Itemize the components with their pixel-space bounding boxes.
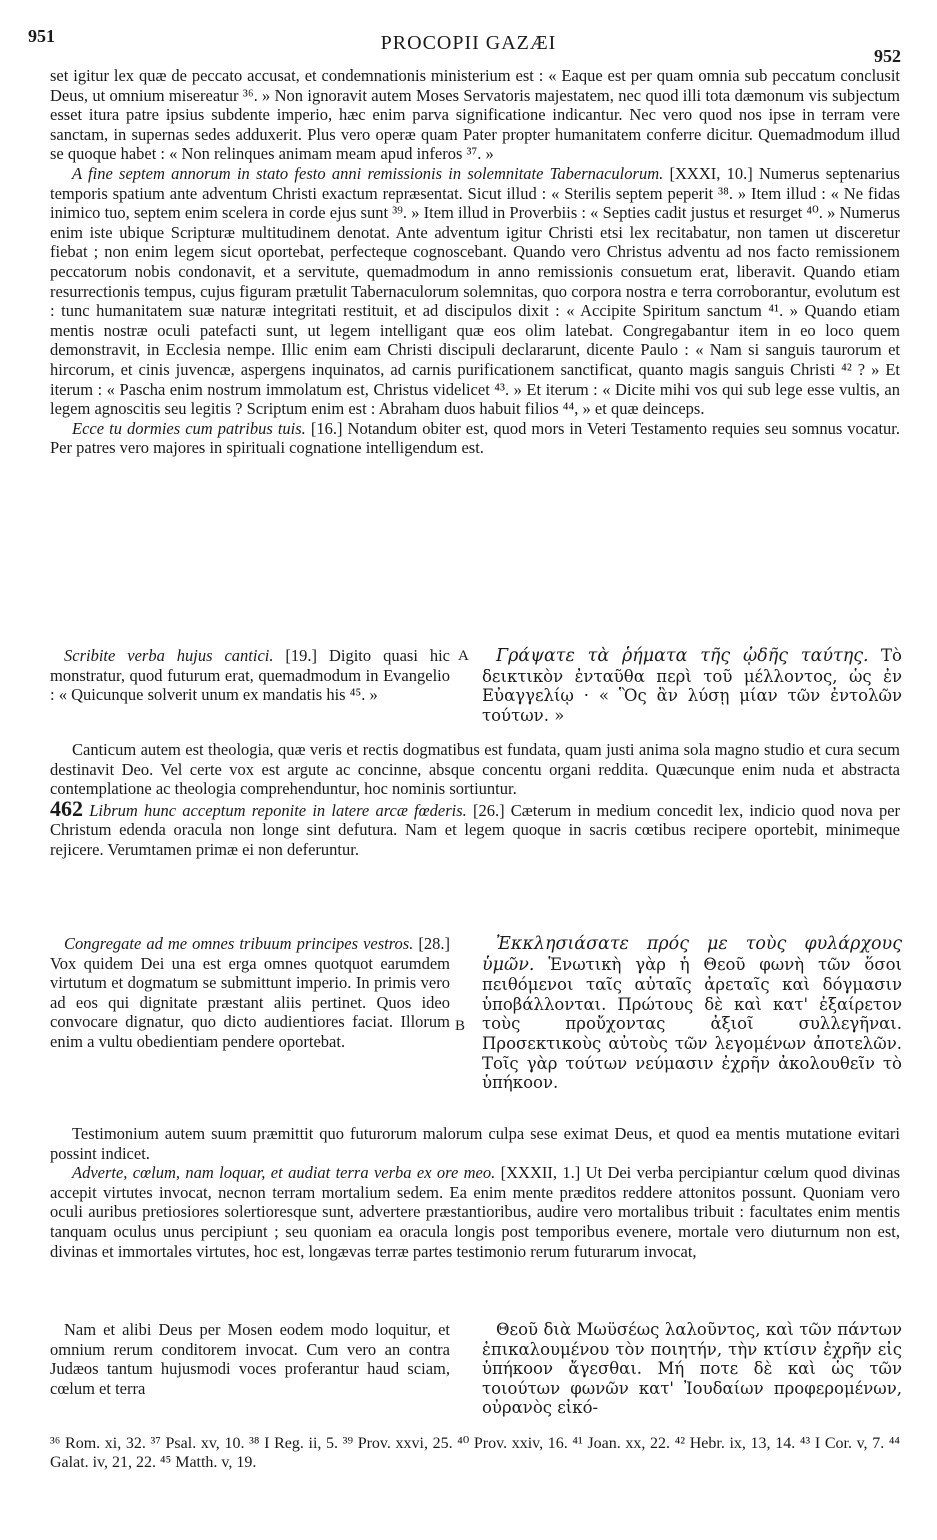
paragraph: [482, 646, 902, 725]
commentary-text: [19.] Digito quasi hic monstratur, quod futurum erat, quemadmodum in Evangelio : « Quicunque solverit unum ex mandatis his ⁴⁵. »: [50, 646, 450, 705]
paragraph: Canticum autem est theologia, quæ veris et rectis dogmatibus est fundata, quam justi anima sola magno studio et cura secum destinavit Deo. Vel certe vox est argute ac concinne, absque concentu organi reddita. Quæcunque enim nuda et abstracta contemplatione ac theologia comprehenduntur, hoc nominis sortiuntur.: [50, 740, 900, 799]
greek-column-1: [482, 646, 902, 725]
latin-block-2: [50, 740, 900, 860]
lemma: A fine septem annorum in stato festo anni remissionis in solemnitate Tabernaculorum.: [72, 163, 664, 183]
latin-column-1: [50, 646, 450, 705]
paragraph: Θεοῦ διὰ Μωϋσέως λαλοῦντος, καὶ τῶν πάντων ἐπικαλουμένου τὸν ποιητήν, τὴν κτίσιν ἐχρῆν εἰς ὑπήκοον ἄγεσθαι. Μή ποτε δὲ καὶ ὡς τῶν τοιούτων φωνῶν κατ' Ἰουδαίων προφερομένων, οὐρανὸς εἰκό-: [482, 1320, 902, 1418]
column-marker: 462: [50, 795, 83, 821]
paragraph: [50, 1163, 900, 1261]
paragraph: [50, 646, 450, 705]
paragraph: set igitur lex quæ de peccato accusat, et condemnationis ministerium est : « Eaque est per quam omnia sub peccatum conclusit Deus, ut omnium misereatur ³⁶. » Non ignoravit autem Moses Servatoris majestatem, nec quod illi tota dæmonum vis subjectum esset itura patre ipsius subdente imperio, hæc enim parva significatione indicantur. Nec vero quod nos ipse in terram vere sanctam, in supernas sedes adduxerit. Plus vero operæ quam Pater propter humanitatem conferre dicitur. Quemadmodum illud se quoque habet : « Non relinques animam meam apud inferos ³⁷. »: [50, 66, 900, 164]
margin-letter: B: [455, 1018, 466, 1034]
greek-text: Ἑνωτικὴ γὰρ ἡ Θεοῦ φωνὴ τῶν ὅσοι πειθόμενοι ταῖς αὐταῖς ἀρεταῖς καὶ δόγμασιν ὑποβάλλονται. Πρώτους δὲ καὶ κατ' ἐξαίρετον τοὺς προὔχοντας ἀξιοῖ συλλεγῆναι. Προσεκτικοὺς αὐτοὺς τῶν λεγομένων ἀποτελῶν. Τοῖς γὰρ τούτων νεύμασιν ἐχρῆν ἀκολουθεῖν τὸ ὑπήκοον.: [482, 954, 902, 1093]
commentary-text: [28.] Vox quidem Dei una est erga omnes quotquot earumdem virtutum et dogmatum se submittunt imperio. In primis vero ad eos qui dignitate præstant aliis pertinet. Quos ideo convocare dignatur, quo dicto audientiores faciat. Illorum enim a vultu obedientiam pendere oportebat.: [50, 934, 450, 1051]
latin-column-3: [50, 1320, 450, 1398]
paragraph: [50, 164, 900, 419]
footnote-list: ³⁶ Rom. xi, 32. ³⁷ Psal. xv, 10. ³⁸ I Reg. ii, 5. ³⁹ Prov. xxvi, 25. ⁴⁰ Prov. xxiv, 16. ⁴¹ Joan. xx, 22. ⁴² Hebr. ix, 13, 14. ⁴³ I Cor. v, 7. ⁴⁴ Galat. iv, 21, 22. ⁴⁵ Matth. v, 19.: [50, 1435, 900, 1471]
running-title: PROCOPII GAZÆI: [380, 32, 557, 54]
latin-block-3: [50, 1124, 900, 1261]
page-number-left: 951: [28, 26, 55, 46]
page-header: [0, 20, 937, 66]
footnotes: [50, 1434, 900, 1472]
lemma: Scribite verba hujus cantici.: [64, 646, 274, 665]
greek-text: Τὸ δεικτικὸν ἐνταῦθα περὶ τοῦ μέλλοντος, ὡς ἐν Εὐαγγελίῳ · « Ὃς ἂν λύσῃ μίαν τῶν ἐντολῶν τούτων. »: [482, 646, 902, 725]
commentary-text: [16.] Notandum obiter est, quod mors in Veteri Testamento requies seu somnus vocatur. Per patres vero majores in spirituali cognatione intelligendum est.: [50, 418, 900, 458]
lemma: Ecce tu dormies cum patribus tuis.: [72, 418, 306, 438]
paragraph: Testimonium autem suum præmittit quo futurorum malorum culpa sese eximat Deus, et quod ea mentis mutatione evitari possint indicet.: [50, 1124, 900, 1163]
greek-lemma: Ἐκκλησιάσατε πρός με τοὺς φυλάρχους ὑμῶν.: [482, 934, 902, 975]
commentary-text: [26.] Cæterum in medium concedit lex, indicio quod nova per Christum edenda oracula non longe sint defutura. Nam et legem quoque in sacris cœtibus recipere oportebit, minimeque rejicere. Verumtamen primæ ei non deferuntur.: [50, 800, 901, 859]
paragraph: Nam et alibi Deus per Mosen eodem modo loquitur, et omnium rerum conditorem invocat. Cum vero an contra Judæos tantum hujusmodi voces proferantur haud sciam, cœlum et terra: [50, 1320, 450, 1398]
margin-letter: A: [458, 648, 469, 664]
page-number-right: 952: [874, 46, 901, 66]
paragraph: [482, 934, 902, 1093]
commentary-text: [XXXII, 1.] Ut Dei verba percipiantur cœlum quod divinas accepit virtutes invocat, necnon terram mortalium sedem. Ea enim mente præditos reddere attonitos possunt. Quoniam vero oculi auribus pretiosiores solertioresque sunt, advertere præstantioribus, audire vero mortalibus tribuit : facultates enim mentis tanquam oculus unus percipiunt ; seu quoniam ea oracula longis post temporibus evenere, mortale vero diuturnum non est, divinas et immortales virtutes, hoc est, longævas terræ partes testimonio rerum futurarum invocat,: [50, 1163, 900, 1261]
latin-column-2: [50, 934, 450, 1052]
lemma: Librum hunc acceptum reponite in latere arcæ fœderis.: [89, 800, 467, 820]
latin-block-1: [50, 66, 900, 458]
paragraph: [50, 934, 450, 1052]
commentary-text: [XXXI, 10.] Numerus septenarius temporis spatium ante adventum Christi exactum repræsentat. Sicut illud : « Sterilis septem peperit ³⁸. » Item illud : « Ne fidas inimico tuo, septem enim scelera in corde ejus sunt ³⁹. » Item illud in Proverbiis : « Septies cadit justus et resurget ⁴⁰. » Numerus enim iste ubique Scripturæ multitudinem denotat. Ante adventum igitur Christi etsi lex recitabatur, non tamen ut disceretur fiebat ; non enim legem sicut oportebat, perfecteque cognoscebant. Quando vero Christus adventu ad nos facto remissionem peccatorum nobis condonavit, et a servitute, quemadmodum in anno remissionis consuetum erat, liberavit. Quando etiam resurrectionis tempus, cujus figuram prætulit Tabernaculorum solemnitas, quo corpora nostra e terra corroborantur, evolutum est : tunc humanitatem suæ naturæ integritati restituit, et ad discipulos dixit : « Accipite Spiritum sanctum ⁴¹. » Quando etiam mentis nostræ oculi patefacti sunt, ut legem intelligant quæ eos olim latebat. Congregabantur item in eo loco quem demonstravit, in Ecclesia nempe. Illic enim eam Christi discipuli declararunt, dicente Paulo : « Nam si sanguis taurorum et hircorum, et cinis juvencæ, aspergens inquinatos, ad carnis purificationem sanctificat, quanto magis sanguis Christi ⁴² ? » Et iterum : « Pascha enim nostrum immolatum est, Christus videlicet ⁴³. » Et iterum : « Dicite mihi vos qui sub lege esse vultis, an legem agnoscitis seu legitis ? Scriptum enim est : Abraham duos habuit filios ⁴⁴, » et quæ deinceps.: [50, 163, 900, 419]
greek-column-3: [482, 1320, 902, 1418]
paragraph: [50, 419, 900, 458]
greek-lemma: Γράψατε τὰ ῥήματα τῆς ᾠδῆς ταύτης.: [496, 646, 869, 666]
paragraph: [50, 795, 901, 860]
lemma: Adverte, cœlum, nam loquar, et audiat terra verba ex ore meo.: [72, 1163, 496, 1183]
greek-column-2: [482, 934, 902, 1093]
lemma: Congregate ad me omnes tribuum principes vestros.: [64, 934, 414, 953]
